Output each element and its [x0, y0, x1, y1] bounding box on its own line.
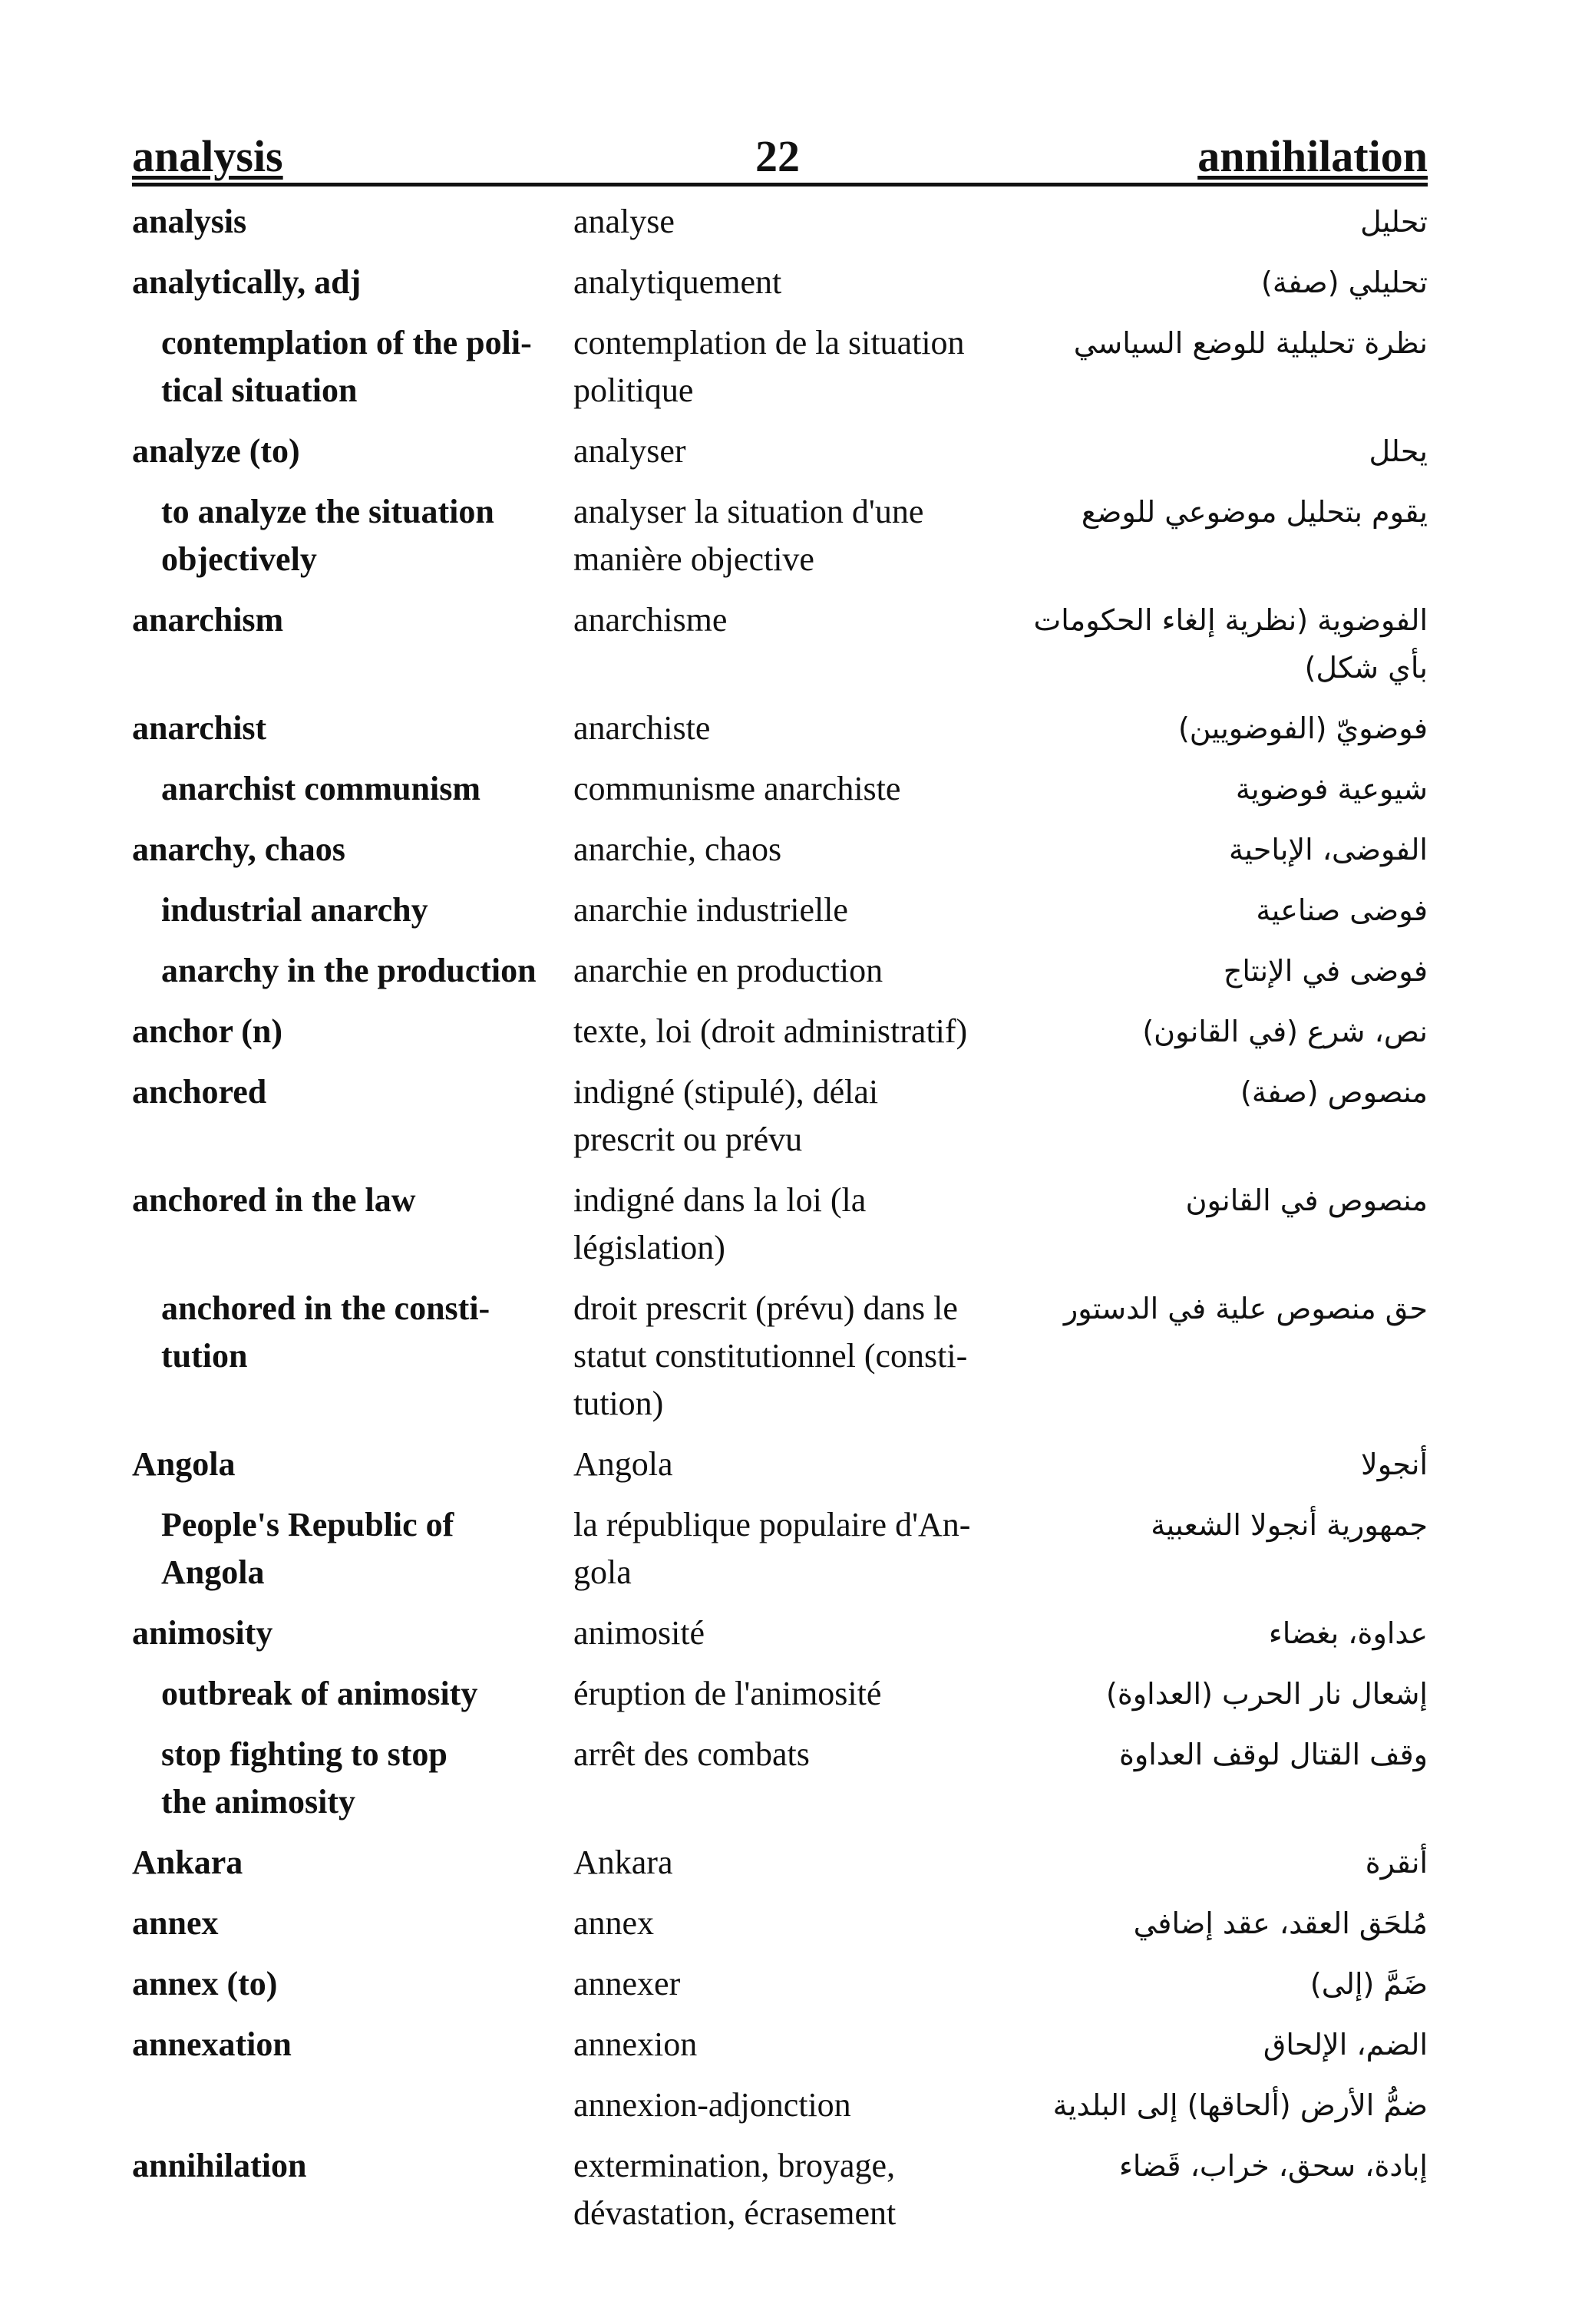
entry-row: [132, 1731, 1428, 1839]
entry-arabic: جمهورية أنجولا الشعبية: [1151, 1508, 1428, 1542]
entry-english: People's Republic of Angola: [161, 1506, 454, 1591]
entry-french: droit prescrit (prévu) dans le statut constitutionnel (consti- tution): [573, 1289, 968, 1422]
entry-english: outbreak of animosity: [161, 1675, 478, 1712]
entry-row: [132, 1839, 1428, 1900]
entry-row: [132, 947, 1428, 1008]
entry-row: [132, 1177, 1428, 1285]
entry-row: [132, 886, 1428, 947]
entry-row: [132, 1960, 1428, 2021]
entry-arabic: حق منصوص علية في الدستور: [1063, 1292, 1428, 1325]
entry-french: arrêt des combats: [573, 1735, 810, 1773]
entry-arabic: منصوص في القانون: [1185, 1183, 1428, 1217]
entry-arabic: شيوعية فوضوية: [1235, 772, 1428, 806]
entry-row: [132, 2081, 1428, 2142]
entry-english: anchored in the consti- tution: [161, 1289, 490, 1375]
entry-row: [132, 765, 1428, 826]
entry-french: anarchiste: [573, 709, 711, 747]
entry-english: Angola: [132, 1445, 236, 1483]
entry-row: [132, 427, 1428, 488]
entry-row: [132, 1501, 1428, 1609]
entry-arabic: إشعال نار الحرب (العداوة): [1106, 1677, 1428, 1711]
entry-french: analyser: [573, 432, 686, 470]
entry-french: communisme anarchiste: [573, 770, 901, 807]
header-first-word: analysis: [132, 131, 283, 181]
entry-row: [132, 1609, 1428, 1670]
entry-arabic: مُلحَق العقد، عقد إضافي: [1133, 1906, 1428, 1940]
entry-arabic: تحليلي (صفة): [1261, 266, 1428, 299]
header-rule: [132, 183, 1428, 187]
entry-french: annexion-adjonction: [573, 2086, 851, 2124]
entry-french: analyser la situation d'une manière objective: [573, 493, 924, 578]
entry-row: [132, 1068, 1428, 1177]
entry-row: [132, 198, 1428, 259]
header-last-word: annihilation: [1197, 131, 1428, 181]
entry-english: industrial anarchy: [161, 891, 428, 929]
entry-french: Ankara: [573, 1844, 673, 1881]
entry-arabic: فوضويّ (الفوضويين): [1177, 711, 1428, 745]
entry-french: anarchie, chaos: [573, 830, 782, 868]
entry-english: annex: [132, 1904, 219, 1942]
entry-arabic: فوضى في الإنتاج: [1223, 954, 1428, 988]
entry-french: extermination, broyage, dévastation, écrasement: [573, 2147, 897, 2232]
entry-row: [132, 1441, 1428, 1501]
entry-english: anarchism: [132, 601, 284, 639]
entry-french: indigné dans la loi (la législation): [573, 1181, 867, 1266]
entry-english: annihilation: [132, 2147, 307, 2184]
page-number: 22: [755, 131, 800, 181]
entry-english: stop fighting to stop the animosity: [161, 1735, 447, 1821]
entry-french: analyse: [573, 203, 675, 240]
entry-row: [132, 2021, 1428, 2081]
entry-french: texte, loi (droit administratif): [573, 1012, 968, 1050]
entry-french: la république populaire d'An- gola: [573, 1506, 971, 1591]
entry-french: indigné (stipulé), délai prescrit ou prévu: [573, 1073, 879, 1158]
entry-arabic: الفوضى، الإباحية: [1229, 833, 1428, 867]
entry-row: [132, 1008, 1428, 1068]
entry-arabic: أنجولا: [1361, 1448, 1428, 1481]
entry-french: contemplation de la situation politique: [573, 324, 965, 409]
entry-french: annex: [573, 1904, 655, 1942]
entry-arabic: أنقرة: [1365, 1846, 1428, 1880]
entry-row: [132, 1670, 1428, 1731]
entry-arabic: يحلل: [1369, 434, 1428, 468]
entry-arabic: إبادة، سحق، خراب، قَضاء: [1119, 2149, 1428, 2183]
entry-english: anchored: [132, 1073, 267, 1111]
entry-arabic: يقوم بتحليل موضوعي للوضع: [1081, 495, 1428, 529]
entry-english: anarchist: [132, 709, 267, 747]
entry-french: anarchisme: [573, 601, 728, 639]
entry-row: [132, 1900, 1428, 1960]
entry-row: [132, 1285, 1428, 1441]
dictionary-entries: [132, 198, 1428, 2250]
entry-row: [132, 826, 1428, 886]
entry-row: [132, 705, 1428, 765]
entry-row: [132, 319, 1428, 427]
entry-english: analytically, adj: [132, 263, 362, 301]
entry-row: [132, 596, 1428, 705]
entry-arabic: وقف القتال لوقف العداوة: [1118, 1738, 1428, 1771]
entry-english: anarchist communism: [161, 770, 481, 807]
entry-row: [132, 488, 1428, 596]
entry-french: Angola: [573, 1445, 673, 1483]
entry-french: animosité: [573, 1614, 705, 1652]
entry-english: contemplation of the poli- tical situation: [161, 324, 532, 409]
entry-arabic: تحليل: [1360, 205, 1428, 239]
entry-french: éruption de l'animosité: [573, 1675, 882, 1712]
entry-english: anarchy, chaos: [132, 830, 345, 868]
entry-english: annex (to): [132, 1965, 278, 2002]
entry-english: anarchy in the production: [161, 952, 537, 989]
entry-english: annexation: [132, 2025, 292, 2063]
entry-french: anarchie en production: [573, 952, 883, 989]
entry-french: analytiquement: [573, 263, 782, 301]
entry-english: animosity: [132, 1614, 273, 1652]
entry-french: anarchie industrielle: [573, 891, 848, 929]
entry-arabic: ضَمَّ (إلى): [1309, 1967, 1428, 2001]
entry-english: analysis: [132, 203, 247, 240]
entry-arabic: فوضى صناعية: [1256, 893, 1428, 927]
entry-arabic: الضم، الإلحاق: [1263, 2028, 1428, 2062]
entry-arabic: نظرة تحليلية للوضع السياسي: [1073, 326, 1428, 360]
entry-english: anchor (n): [132, 1012, 282, 1050]
page-header: [132, 130, 1428, 189]
entry-english: to analyze the situation objectively: [161, 493, 494, 578]
entry-english: anchored in the law: [132, 1181, 416, 1219]
entry-row: [132, 259, 1428, 319]
entry-english: Ankara: [132, 1844, 243, 1881]
entry-arabic: ضمُّ الأرض (ألحاقها) إلى البلدية: [1052, 2088, 1428, 2122]
entry-arabic: منصوص (صفة): [1240, 1075, 1428, 1109]
entry-arabic: الفوضوية (نظرية إلغاء الحكومات بأي شكل): [1033, 603, 1428, 685]
entry-row: [132, 2142, 1428, 2250]
entry-arabic: نص، شرع (في القانون): [1142, 1015, 1428, 1048]
entry-english: analyze (to): [132, 432, 300, 470]
entry-arabic: عداوة، بغضاء: [1268, 1616, 1428, 1650]
entry-french: annexion: [573, 2025, 698, 2063]
entry-french: annexer: [573, 1965, 681, 2002]
